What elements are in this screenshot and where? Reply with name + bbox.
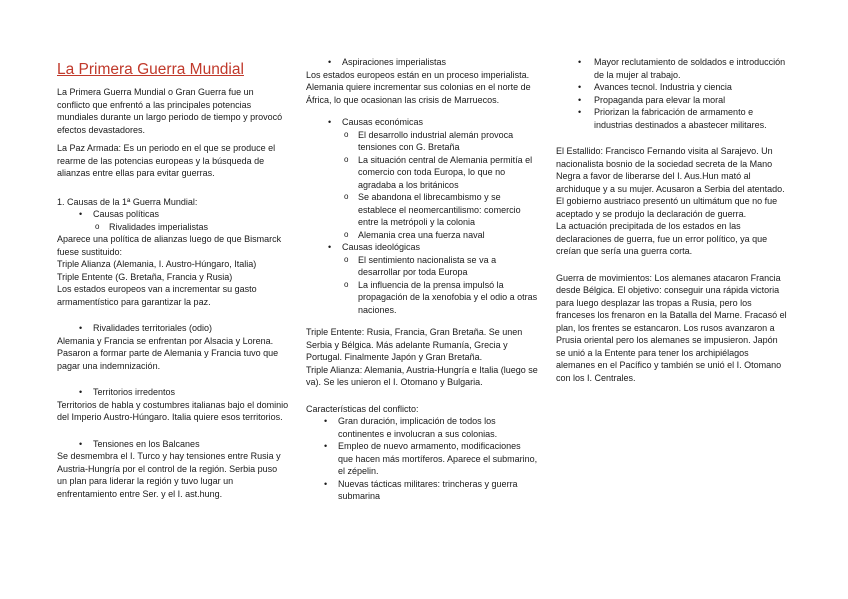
intro-paragraph: La Primera Guerra Mundial o Gran Guerra fue un conflicto que enfrentó a las principales potencias mundiales durante un largo periodo de tiempo y provocó efectos devastadores. <box>57 87 283 135</box>
territoriales-text: Alemania y Francia se enfrentan por Alsacia y Lorena. Pasaron a formar parte de Alemania y Francia tuvo que pagar una indemnización. <box>57 335 279 371</box>
triple-alianza-line: Triple Alianza (Alemania, I. Austro-Húngaro, Italia) <box>57 259 257 269</box>
imperialistas-text: Aparece una política de alianzas luego de que Bismarck fuese sustituido: <box>57 234 282 257</box>
col3-item: • Priorizan la fabricación de armamento e industrias destinados a abastecer militares. <box>556 106 788 131</box>
ideo-item: o El sentimiento nacionalista se va a desarrollar por toda Europa <box>306 254 538 279</box>
bullet-territorios-irredentos: • Territorios irredentos <box>57 386 289 399</box>
eco-item: o El desarrollo industrial alemán provoca tensiones con G. Bretaña <box>306 129 538 154</box>
estallido-paragraph: El Estallido: Francisco Fernando visita al Sarajevo. Un nacionalista bosnio de la sociedad secreta de la Mano Negra a favor de liberarse del I. Aus.Hun mató al archiduque y a su mujer. Acusaron a Serbia del atentado. El gobierno austriaco presentó un ultimátum que no fue aceptado y se produjo la declaración de guerra. <box>556 146 785 219</box>
col3-item: • Mayor reclutamiento de soldados e introducción de la mujer al trabajo. <box>556 56 788 81</box>
page-title: La Primera Guerra Mundial <box>57 61 244 78</box>
eco-item: o Alemania crea una fuerza naval <box>306 229 538 242</box>
caracteristicas-item: • Nuevas tácticas militares: trincheras y guerra submarina <box>306 478 538 503</box>
column-2 <box>306 56 538 503</box>
col3-item: • Propaganda para elevar la moral <box>556 94 788 107</box>
subbullet-rivalidades-imperialistas: o Rivalidades imperialistas <box>57 221 289 234</box>
col3-item: • Avances tecnol. Industria y ciencia <box>556 81 788 94</box>
balcanes-text: Se desmembra el I. Turco y hay tensiones entre Rusia y Austria-Hungría por el control de la región. Serbia puso un plan para liderar la región y tuvo lugar un enfrentamiento entre Ser. y el I. ast.hung. <box>57 451 281 499</box>
irredentos-text: Territorios de habla y costumbres italianas bajo el dominio del Imperio Austro-Húngaro. Italia quiere esos territorios. <box>57 399 289 422</box>
causas-heading: 1. Causas de la 1ª Guerra Mundial: <box>57 196 198 207</box>
triple-alianza-paragraph: Triple Alianza: Alemania, Austria-Hungría e Italia (luego se va). Se les unieron el I. Otomano y Bulgaria. <box>306 364 538 387</box>
aspiraciones-text: Los estados europeos están en un proceso imperialista. Alemania quiere incrementar sus colonias en el norte de África, lo que ocasionan las crisis de Marruecos. <box>306 69 531 105</box>
actuacion-paragraph: La actuación precipitada de los estados en las declaraciones de guerra, fue un error político, ya que creían que sería una guerra corta. <box>556 221 768 256</box>
caracteristicas-item: • Empleo de nuevo armamento, modificaciones que hacen más mortíferos. Aparece el submarino, el zépelin. <box>306 440 538 478</box>
triple-entente-line: Triple Entente (G. Bretaña, Francia y Rusia) <box>57 271 233 282</box>
ideo-item: o La influencia de la prensa impulsó la propagación de la xenofobia y el odio a otras naciones. <box>306 279 538 317</box>
column-3 <box>556 56 788 384</box>
eco-item: o La situación central de Alemania permitía el comercio con toda Europa, lo que no agradaba a los británicos <box>306 154 538 192</box>
bullet-tensiones-balcanes: • Tensiones en los Balcanes <box>57 438 289 451</box>
guerra-movimientos-paragraph: Guerra de movimientos: Los alemanes atacaron Francia desde Bélgica. El objetivo: conseguir una rápida victoria para luego desplazar las tropas a Rusia, pero los franceses los frenaron en la Batalla del Marne. Fracasó el plan, los frentes se estancaron. Los rusos avanzaron a Prusia oriental pero los alemanes se impusieron. Japón se unió a la Entente para tener los archipiélagos alemanes en el Pacífico y también se unió el I. Otomano con los I. Centrales. <box>556 272 787 383</box>
armamentistico-text: Los estados europeos van a incrementar su gasto armamentístico para garantizar la paz. <box>57 284 257 307</box>
eco-item: o Se abandona el librecambismo y se establece el neomercantilismo: comercio entre la metrópoli y la colonia <box>306 191 538 229</box>
paz-armada-paragraph: La Paz Armada: Es un periodo en el que se produce el rearme de las potencias europeas y la búsqueda de alianzas entre ellas para evitar guerras. <box>57 143 276 178</box>
caracteristicas-item: • Gran duración, implicación de todos los continentes e involucran a sus colonias. <box>306 415 538 440</box>
bullet-causas-ideologicas: • Causas ideológicas <box>306 241 538 254</box>
column-1 <box>57 56 289 500</box>
bullet-rivalidades-territoriales: • Rivalidades territoriales (odio) <box>57 322 289 335</box>
bullet-aspiraciones-imperialistas: • Aspiraciones imperialistas <box>306 56 538 69</box>
bullet-causas-economicas: • Causas económicas <box>306 116 538 129</box>
triple-entente-paragraph: Triple Entente: Rusia, Francia, Gran Bretaña. Se unen Serbia y Bélgica. Más adelante Rumanía, Grecia y Portugal. Finalmente Japón y Gran Bretaña. <box>306 327 523 362</box>
caracteristicas-heading: Características del conflicto: <box>306 403 419 414</box>
bullet-causas-politicas: • Causas políticas <box>57 208 289 221</box>
